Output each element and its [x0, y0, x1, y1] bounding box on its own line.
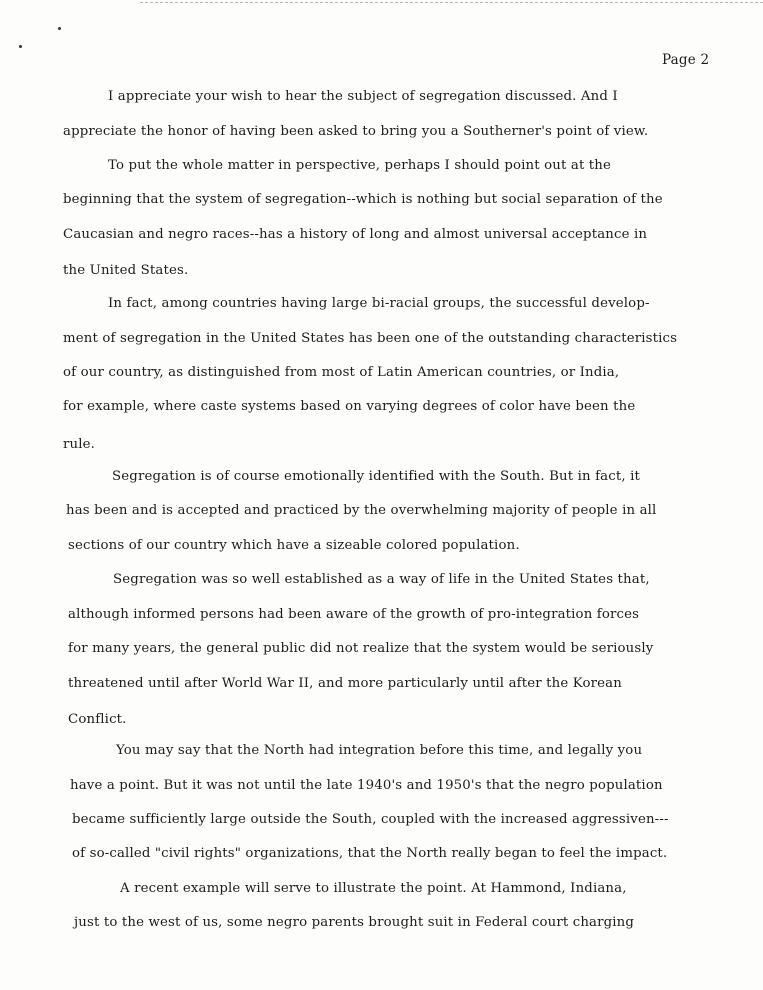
text-line: In fact, among countries having large bi-racial groups, the successful develop- [108, 296, 650, 311]
scan-speck [19, 45, 22, 48]
text-line: has been and is accepted and practiced by the overwhelming majority of people in all [66, 503, 657, 518]
text-line: of our country, as distinguished from most of Latin American countries, or India, [63, 365, 620, 380]
text-line: ment of segregation in the United States has been one of the outstanding characteristics [63, 331, 678, 346]
top-dashed-rule [140, 2, 763, 3]
scan-speck [58, 27, 61, 30]
text-line: Conflict. [68, 712, 127, 727]
text-line: To put the whole matter in perspective, perhaps I should point out at the [108, 158, 612, 173]
text-line: for many years, the general public did not realize that the system would be seriously [68, 641, 654, 656]
text-line: A recent example will serve to illustrate the point. At Hammond, Indiana, [120, 881, 627, 896]
text-line: appreciate the honor of having been asked to bring you a Southerner's point of view. [63, 124, 649, 139]
text-line: the United States. [63, 263, 189, 278]
text-line: although informed persons had been aware of the growth of pro-integration forces [68, 607, 640, 622]
text-line: Segregation is of course emotionally identified with the South. But in fact, it [112, 469, 640, 484]
text-line: Caucasian and negro races--has a history of long and almost universal acceptance in [63, 227, 648, 242]
text-line: for example, where caste systems based on varying degrees of color have been the [63, 399, 636, 414]
text-line: just to the west of us, some negro parents brought suit in Federal court charging [74, 915, 635, 930]
text-line: rule. [63, 437, 96, 452]
text-line: of so-called "civil rights" organizations, that the North really began to feel the impact. [72, 846, 668, 861]
text-line: became sufficiently large outside the South, coupled with the increased aggressiven--- [72, 812, 669, 827]
text-line: Segregation was so well established as a way of life in the United States that, [113, 572, 650, 587]
text-line: have a point. But it was not until the late 1940's and 1950's that the negro population [70, 778, 663, 793]
page-number: Page 2 [662, 52, 710, 68]
text-line: I appreciate your wish to hear the subject of segregation discussed. And I [108, 89, 618, 104]
text-line: beginning that the system of segregation--which is nothing but social separation of the [63, 192, 663, 207]
text-line: You may say that the North had integration before this time, and legally you [116, 743, 643, 758]
text-line: threatened until after World War II, and more particularly until after the Korean [68, 676, 622, 691]
text-line: sections of our country which have a sizeable colored population. [68, 538, 520, 553]
